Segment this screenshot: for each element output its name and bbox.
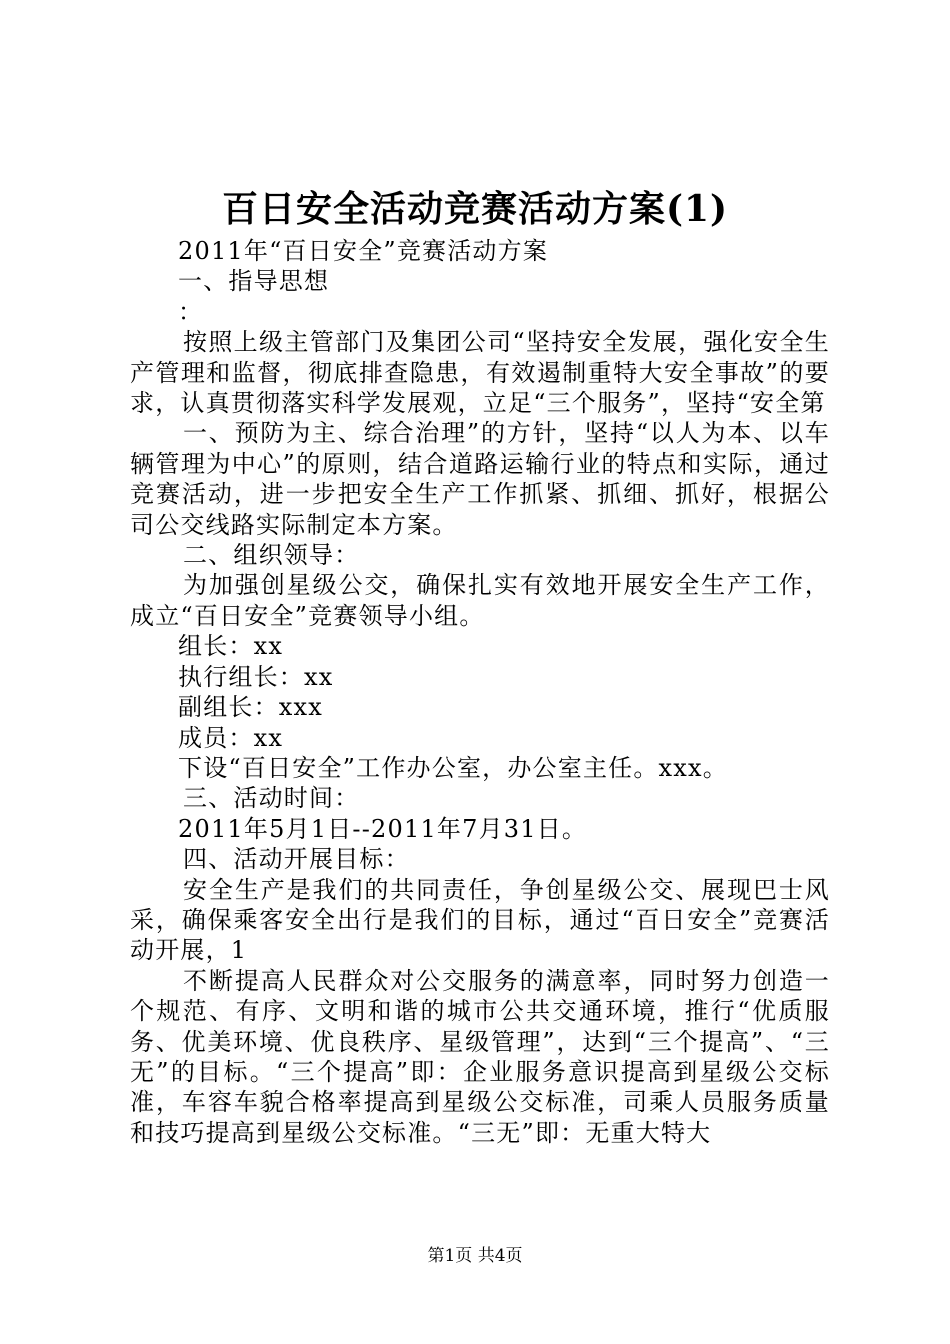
- page-footer: 第1页 共4页: [427, 1246, 523, 1266]
- section-heading-activity-time: 三、活动时间：: [183, 784, 360, 813]
- paragraph-plan-heading: 2011年“百日安全”竞赛活动方案: [178, 237, 549, 265]
- section-heading-activity-goals: 四、活动开展目标：: [183, 845, 410, 874]
- paragraph-group-leader: 组长：xx: [178, 632, 284, 661]
- paragraph-organization: 为加强创星级公交，确保扎实有效地开展安全生产工作，成立“百日安全”竞赛领导小组。: [130, 571, 830, 630]
- document-title: 百日安全活动竞赛活动方案(1): [221, 188, 729, 230]
- section-heading-organization: 二、组织领导：: [183, 541, 360, 570]
- paragraph-activity-goals-cont: 不断提高人民群众对公交服务的满意率，同时努力创造一个规范、有序、文明和谐的城市公共交通环境，推行“优质服务、优美环境、优良秩序、星级管理”，达到“三个提高”、“三无”的目标。“三个提高”即：企业服务意识提高到星级公交标准，车容车貌合格率提高到星级公交标准，司乘人员服务质量和技巧提高到星级公交标准。“三无”即：无重大特大: [130, 966, 830, 1147]
- section-heading-guiding-ideology: 一、指导思想: [178, 267, 330, 296]
- paragraph-members: 成员：xx: [178, 723, 284, 752]
- paragraph-executive-leader: 执行组长：xx: [178, 662, 334, 691]
- paragraph-guiding-ideology: 按照上级主管部门及集团公司“坚持安全发展，强化安全生产管理和监督，彻底排查隐患，有效遏制重特大安全事故”的要求，认真贯彻落实科学发展观，立足“三个服务”，坚持“安全第: [130, 328, 830, 418]
- paragraph-activity-time: 2011年5月1日--2011年7月31日。: [178, 814, 588, 843]
- paragraph-colon: ：: [178, 297, 204, 326]
- paragraph-guiding-ideology-cont: 一、预防为主、综合治理”的方针，坚持“以人为本、以车辆管理为中心”的原则，结合道路运输行业的特点和实际，通过竞赛活动，进一步把安全生产工作抓紧、抓细、抓好，根据公司公交线路实际制定本方案。: [130, 419, 830, 539]
- document-body: [130, 236, 830, 1148]
- paragraph-activity-goals: 安全生产是我们的共同责任，争创星级公交、展现巴士风采，确保乘客安全出行是我们的目标，通过“百日安全”竞赛活动开展，1: [130, 875, 830, 965]
- paragraph-office: 下设“百日安全”工作办公室，办公室主任。xxx。: [178, 753, 728, 782]
- paragraph-deputy-leader: 副组长：xxx: [178, 693, 324, 722]
